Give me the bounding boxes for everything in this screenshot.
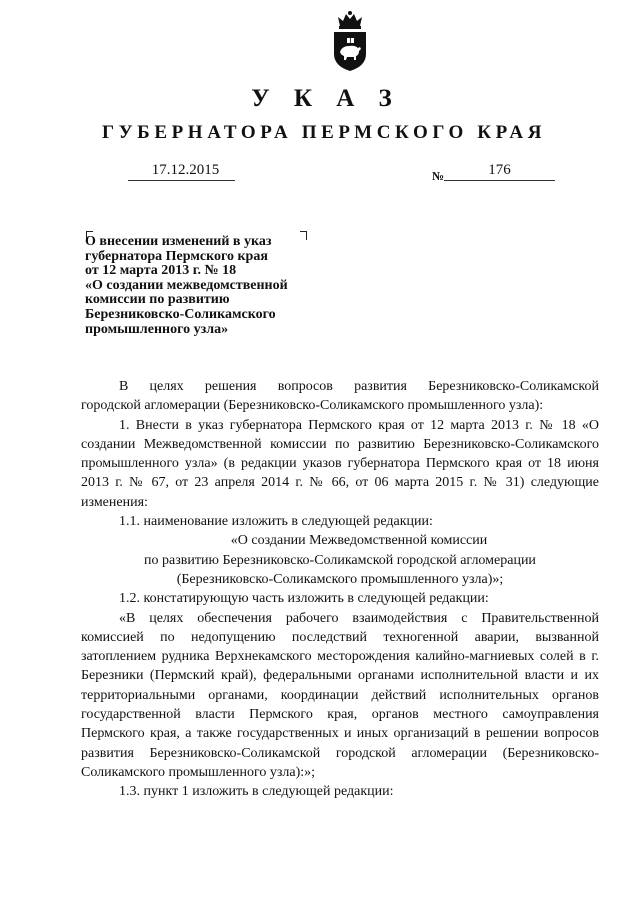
document-title: У К А З — [251, 85, 401, 112]
paragraph-item-1-2: 1.2. констатирующую часть изложить в следующей редакции: — [119, 591, 489, 607]
quoted-title-line1: «О создании Межведомственной комиссии — [230, 533, 488, 549]
number-sign: № — [432, 169, 445, 183]
subject-line: О внесении изменений в указ — [85, 234, 272, 249]
document-date: 17.12.2015 — [128, 160, 235, 181]
subject-line: Березниковско-Соликамского — [85, 306, 276, 322]
quoted-title-line2: по развитию Березниковско-Соликамской городской агломерации — [144, 552, 536, 568]
subject-line: комиссии по развитию — [85, 292, 230, 308]
subject-line: промышленного узла» — [85, 321, 229, 337]
subject-line: от 12 марта 2013 г. № 18 — [85, 263, 237, 279]
paragraph-item-1: 1. Внести в указ губернатора Пермского края от 12 марта 2013 г. № 18 «О создании Межведомственной комиссии по развитию Березниковско-Соликамского промышленного узла» (в редакции указов губернатора Пермского края от 18 июня 2013 г. № 67, от 23 апреля 2014 г. № 66, от 06 марта 2015 г. № 31) следующие изменения: — [81, 417, 599, 510]
document-subject — [85, 235, 325, 337]
document-number: 176 — [444, 160, 555, 181]
paragraph-item-1-1: 1.1. наименование изложить в следующей редакции: — [119, 514, 433, 530]
paragraph-preamble-line1: В целях решения вопросов развития Березниковско-Соликамской — [119, 379, 599, 394]
paragraph-item-1-3: 1.3. пункт 1 изложить в следующей редакции: — [119, 784, 394, 800]
coat-of-arms-emblem — [330, 10, 370, 72]
quoted-title-line3: (Березниковско-Соликамского промышленного узла)»; — [176, 571, 504, 587]
paragraph-quoted-preamble: «В целях обеспечения рабочего взаимодействия с Правительственной комиссией по недопущению последствий техногенной аварии, вызванной затоплением рудника Верхнекамского месторождения калийно-магниевых солей в г. Березники (Пермский край), федеральными органами исполнительной власти и их территориальными органами, координации действий исполнительных органов государственной власти Пермского края, органов местного самоуправления Пермского края, а также государственных и иных организаций в решении вопросов развития Березниковско-Соликамской городской агломерации (Березниковско-Соликамского промышленного узла):»; — [81, 610, 599, 780]
subject-line: «О создании межведомственной — [85, 277, 288, 293]
document-body — [81, 377, 599, 802]
subject-line: губернатора Пермского края — [85, 248, 268, 264]
issuer-title: ГУБЕРНАТОРА ПЕРМСКОГО КРАЯ — [101, 122, 547, 143]
paragraph-preamble-line2: городской агломерации (Березниковско-Соликамского промышленного узла): — [81, 398, 544, 414]
